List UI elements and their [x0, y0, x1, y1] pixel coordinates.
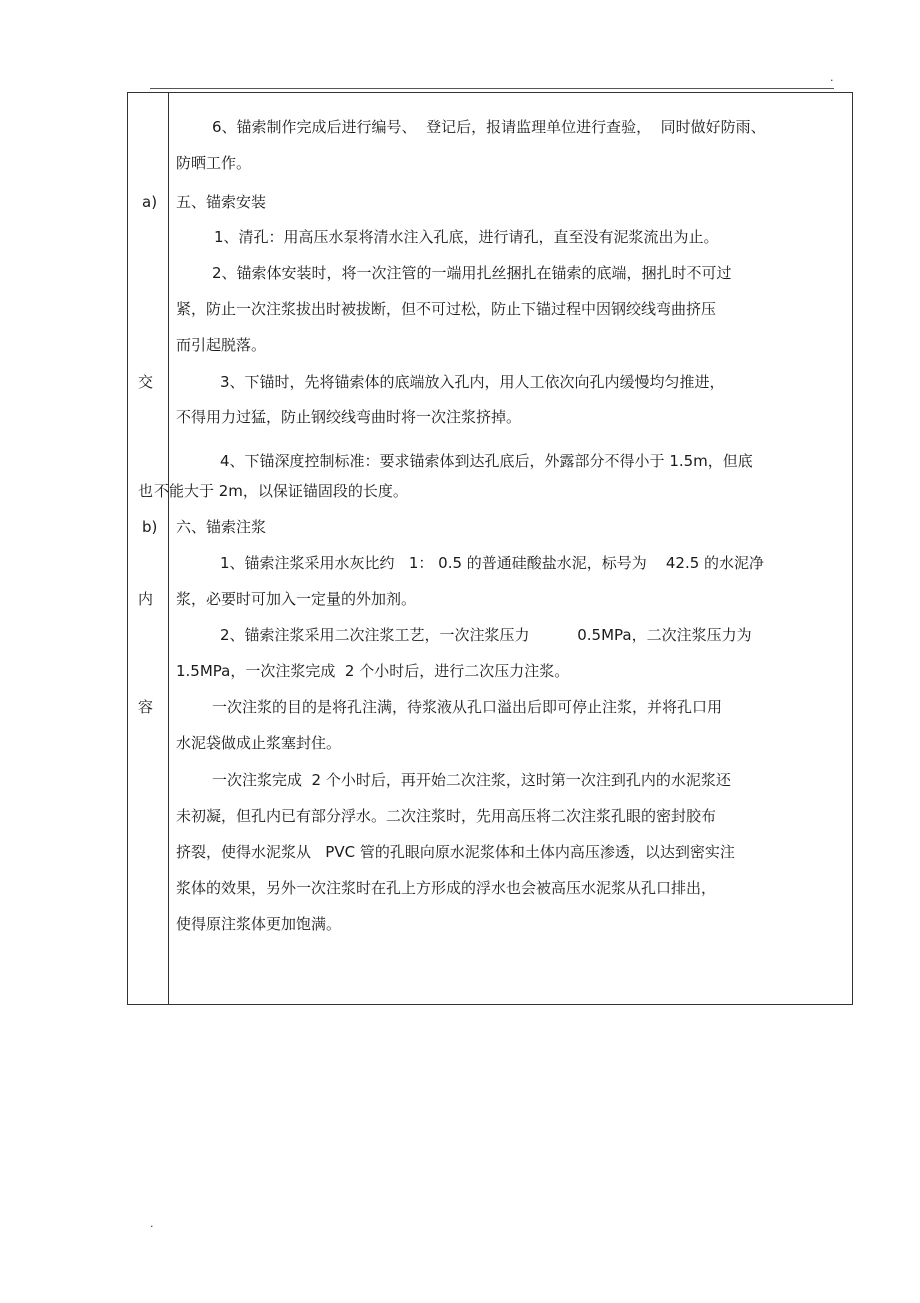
- text-line: 一次注浆完成 2 个小时后，再开始二次注浆，这时第一次注到孔内的水泥浆还: [212, 771, 731, 789]
- text-line: 浆，必要时可加入一定量的外加剂。: [176, 590, 417, 608]
- text-line: 防晒工作。: [176, 154, 252, 172]
- page-mark-top: .: [830, 71, 834, 84]
- header-rule: [150, 88, 834, 89]
- text-line: 1、清孔：用高压水泵将清水注入孔底，进行请孔，直至没有泥浆流出为止。: [214, 228, 719, 246]
- text-line: 4、下锚深度控制标准：要求锚索体到达孔底后，外露部分不得小于 1.5m，但底: [220, 452, 753, 470]
- text-line: 一次注浆的目的是将孔注满，待浆液从孔口溢出后即可停止注浆，并将孔口用: [212, 698, 723, 716]
- text-line: 使得原注浆体更加饱满。: [176, 915, 342, 933]
- text-line: 未初凝，但孔内已有部分浮水。二次注浆时，先用高压将二次注浆孔眼的密封胶布: [176, 807, 717, 825]
- section-heading-grouting: 六、锚索注浆: [176, 518, 267, 536]
- text-line: 2、锚索体安装时，将一次注管的一端用扎丝捆扎在锚索的底端，捆扎时不可过: [212, 264, 732, 282]
- text-line: 挤裂，使得水泥浆从 PVC 管的孔眼向原水泥浆体和土体内高压渗透，以达到密实注: [176, 843, 735, 861]
- text-line: 浆体的效果，另外一次注浆时在孔上方形成的浮水也会被高压水泥浆从孔口排出，: [176, 879, 717, 897]
- text-line: 2、锚索注浆采用二次注浆工艺，一次注浆压力 0.5MPa，二次注浆压力为: [220, 626, 752, 644]
- label-a: a): [142, 193, 158, 211]
- text-line: 不能大于 2m，以保证锚固段的长度。: [154, 482, 408, 500]
- label-b: b): [142, 518, 158, 536]
- text-line: 3、下锚时，先将锚索体的底端放入孔内，用人工依次向孔内缓慢均匀推进，: [220, 373, 725, 391]
- section-heading-anchor-install: 五、锚索安装: [176, 193, 267, 211]
- label-nei: 内: [138, 590, 154, 608]
- column-divider: [168, 92, 169, 1005]
- text-line: 而引起脱落。: [176, 336, 267, 354]
- label-ye: 也: [138, 482, 154, 500]
- text-line: 6、锚索制作完成后进行编号、 登记后，报请监理单位进行查验， 同时做好防雨、: [212, 118, 766, 136]
- page-mark-bottom: .: [150, 1217, 154, 1230]
- text-line: 不得用力过猛，防止钢绞线弯曲时将一次注浆挤掉。: [176, 408, 522, 426]
- label-rong: 容: [138, 698, 154, 716]
- text-line: 紧，防止一次注浆拔出时被拔断，但不可过松，防止下锚过程中因钢绞线弯曲挤压: [176, 300, 717, 318]
- text-line: 1、锚索注浆采用水灰比约 1： 0.5 的普通硅酸盐水泥，标号为 42.5 的水泥净: [220, 554, 765, 572]
- label-jiao: 交: [138, 373, 154, 391]
- text-line: 水泥袋做成止浆塞封住。: [176, 734, 342, 752]
- text-line: 1.5MPa，一次注浆完成 2 个小时后，进行二次压力注浆。: [176, 662, 570, 680]
